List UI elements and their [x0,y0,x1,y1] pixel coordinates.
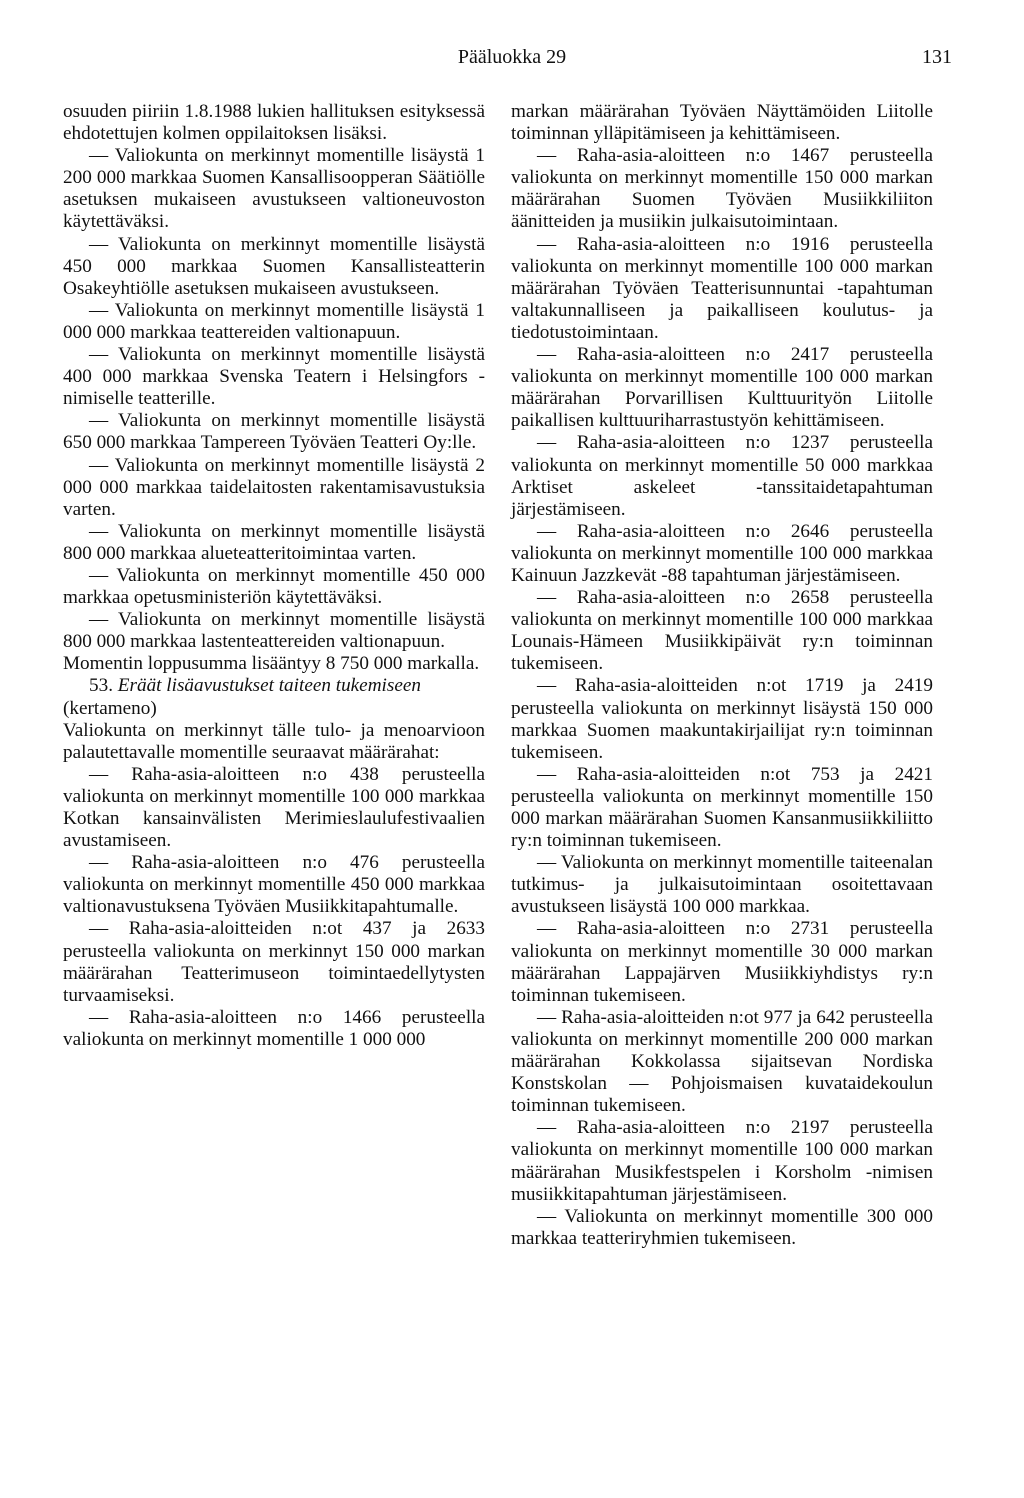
paragraph: — Valiokunta on merkinnyt momentille lisäystä 2 000 000 markkaa taidelaitosten rakentamisavustuksia varten. [63,454,485,520]
paragraph: — Raha-asia-aloitteen n:o 438 perusteella valiokunta on merkinnyt momentille 100 000 markkaa Kotkan kansainvälisten Merimieslaulufestivaalien avustamiseen. [63,763,485,852]
paragraph: osuuden piiriin 1.8.1988 lukien hallituksen esityksessä ehdotettujen kolmen oppilaitoksen lisäksi. [63,101,485,145]
section-intro: Valiokunta on merkinnyt tälle tulo- ja menoarvioon palautettavalle momentille seuraavat määrärahat: [63,719,485,763]
paragraph: — Valiokunta on merkinnyt momentille lisäystä 1 200 000 markkaa Suomen Kansallisoopperan Säätiölle asetuksen mukaiseen avustukseen valtioneuvoston käytettäväksi. [63,145,485,233]
paragraph: — Raha-asia-aloitteen n:o 1916 perusteella valiokunta on merkinnyt momentille 100 000 markan määrärahan Työväen Teatterisunnuntai -tapahtuman valtakunnalliseen ja paikalliseen koulutus- ja tiedotustoimintaan. [511,233,933,343]
paragraph: — Raha-asia-aloitteen n:o 2658 perusteella valiokunta on merkinnyt momentille 100 000 markkaa Lounais-Hämeen Musiikkipäivät ry:n toiminnan tukemiseen. [511,587,933,675]
paragraph: — Raha-asia-aloitteen n:o 1466 perusteella valiokunta on merkinnyt momentille 1 000 000 [63,1006,485,1050]
paragraph: — Valiokunta on merkinnyt momentille lisäystä 800 000 markkaa alueteatteritoimintaa varten. [63,520,485,564]
paragraph: — Valiokunta on merkinnyt momentille taiteenalan tutkimus- ja julkaisutoimintaan osoitettavaan avustukseen lisäystä 100 000 markkaa. [511,852,933,918]
paragraph: — Raha-asia-aloitteen n:o 2731 perusteella valiokunta on merkinnyt momentille 30 000 markan määrärahan Lappajärven Musiikkiyhdistys ry:n toiminnan tukemiseen. [511,918,933,1006]
section-title: Eräät lisäavustukset taiteen tukemiseen [117,675,421,697]
paragraph: — Valiokunta on merkinnyt momentille lisäystä 450 000 markkaa Suomen Kansallisteatterin Osakeyhtiölle asetuksen mukaiseen avustukseen. [63,233,485,299]
page-number: 131 [922,46,952,68]
paragraph: — Raha-asia-aloitteiden n:ot 753 ja 2421 perusteella valiokunta on merkinnyt momentille 150 000 markan määrärahan Suomen Kansanmusiikkiliitto ry:n toiminnan tukemiseen. [511,763,933,852]
paragraph: — Valiokunta on merkinnyt momentille lisäystä 1 000 000 markkaa teattereiden valtionapuun. [63,299,485,343]
paragraph: — Raha-asia-aloitteen n:o 476 perusteella valiokunta on merkinnyt momentille 450 000 markkaa valtionavustuksena Työväen Musiikkitapahtumalle. [63,852,485,918]
paragraph: — Raha-asia-aloitteen n:o 2197 perusteella valiokunta on merkinnyt momentille 100 000 markan määrärahan Musikfestspelen i Korsholm -nimisen musiikkitapahtuman järjestämiseen. [511,1117,933,1205]
section-subtitle: (kertameno) [63,697,157,719]
right-column [511,101,933,1250]
paragraph: — Raha-asia-aloitteen n:o 2646 perusteella valiokunta on merkinnyt momentille 100 000 markkaa Kainuun Jazzkevät -88 tapahtuman järjestämiseen. [511,520,933,586]
paragraph: — Raha-asia-aloitteen n:o 1467 perusteella valiokunta on merkinnyt momentille 150 000 markan määrärahan Suomen Työväen Musiikkiliiton äänitteiden ja musiikin julkaisutoimintaan. [511,145,933,233]
paragraph: markan määrärahan Työväen Näyttämöiden Liitolle toiminnan ylläpitämiseen ja kehittämiseen. [511,101,933,145]
paragraph: — Valiokunta on merkinnyt momentille lisäystä 800 000 markkaa lastenteattereiden valtionapuun. [63,609,485,653]
paragraph: — Raha-asia-aloitteen n:o 2417 perusteella valiokunta on merkinnyt momentille 100 000 markan määrärahan Porvarillisen Kulttuurityön Liitolle paikallisen kulttuuriharrastustyön kehittämiseen. [511,344,933,432]
page-header-title: Pääluokka 29 [457,46,567,68]
paragraph: — Raha-asia-aloitteiden n:ot 1719 ja 2419 perusteella valiokunta on merkinnyt lisäystä 150 000 markkaa Suomen maakuntakirjailijat ry:n toiminnan tukemiseen. [511,675,933,763]
left-column [63,101,485,1051]
paragraph: — Raha-asia-aloitteen n:o 1237 perusteella valiokunta on merkinnyt momentille 50 000 markkaa Arktiset askeleet -tanssitaidetapahtuman järjestämiseen. [511,432,933,520]
paragraph: — Valiokunta on merkinnyt momentille lisäystä 400 000 markkaa Svenska Teatern i Helsingfors -nimiselle teatterille. [63,344,485,410]
paragraph: — Valiokunta on merkinnyt momentille 450 000 markkaa opetusministeriön käytettäväksi. [63,564,485,609]
paragraph: — Raha-asia-aloitteiden n:ot 977 ja 642 perusteella valiokunta on merkinnyt momentille 200 000 markan määrärahan Kokkolassa sijaitsevan Nordiska Konstskolan — Pohjoismaisen kuvataidekoulun toiminnan tukemiseen. [511,1006,933,1117]
paragraph: — Valiokunta on merkinnyt momentille lisäystä 650 000 markkaa Tampereen Työväen Teatteri Oy:lle. [63,410,485,454]
paragraph: Momentin loppusumma lisääntyy 8 750 000 markalla. [63,653,480,675]
paragraph: — Valiokunta on merkinnyt momentille 300 000 markkaa teatteriryhmien tukemiseen. [511,1205,933,1249]
section-number: 53. [89,675,113,697]
section-heading [63,675,485,697]
paragraph: — Raha-asia-aloitteiden n:ot 437 ja 2633 perusteella valiokunta on merkinnyt 150 000 markan määrärahan Teatterimuseon toimintaedellytysten turvaamiseksi. [63,918,485,1006]
